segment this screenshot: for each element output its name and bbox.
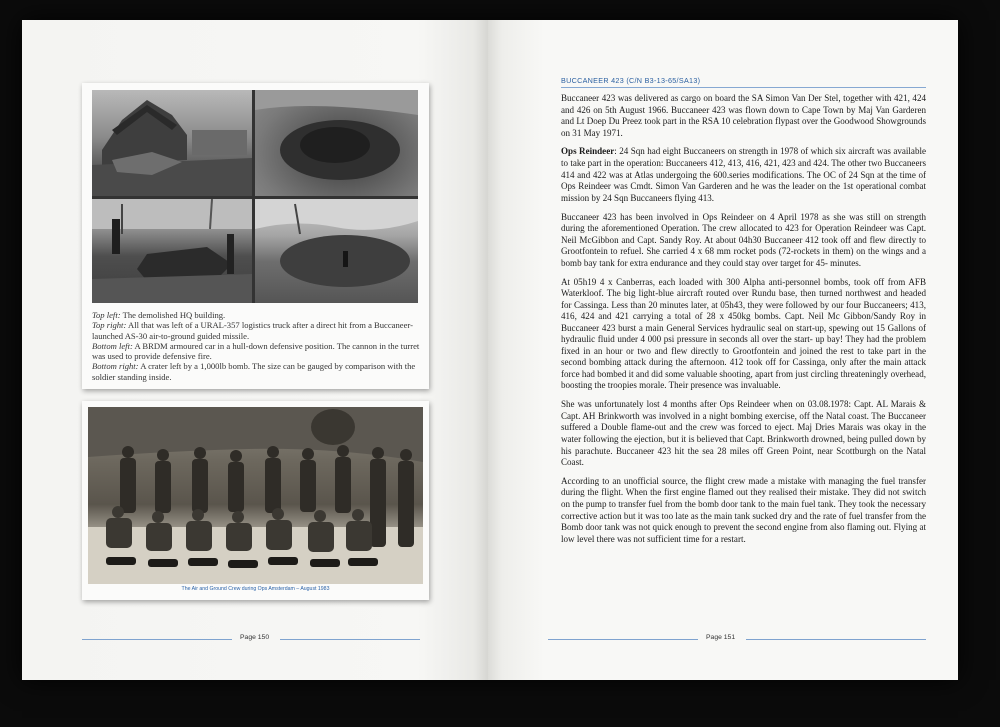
paragraph-text: : 24 Sqn had eight Buccaneers on strength in 1978 of which six aircraft was available to take part in the operation: Buccaneers 412, 413, 416, 421, 423 and 424. The other two Buccaneers 414 and 422 was at Atlas undergoing the 600.series modifications. The OC of 24 Sqn at the time of Ops Reindeer was Cmdt. Simon Van Garderen and he was the leader on the 1st operational combat mission by 24 Sqn Buccaneers flying 413. — [561, 146, 927, 203]
photo-bomb-crater-soldier — [255, 199, 418, 303]
right-page — [488, 20, 958, 680]
caption-text: The demolished HQ building. — [120, 310, 226, 320]
paragraph-text: Buccaneer 423 was delivered as cargo on board the SA Simon Van Der Stel, together with 421, 424 and 426 on 5th August 1966. Buccaneer 423 was flown down to Cape Town by Maj Van Garderen and Lt Doep Du Preez took part in the RSA 10 celebration flypast over the Goodwood Showgrounds on 31 May 1971. — [561, 93, 926, 138]
paragraph-lead: Ops Reindeer — [561, 146, 615, 157]
caption-line — [92, 320, 420, 341]
footer-rule — [548, 639, 698, 640]
photo-panel-battle-damage — [82, 83, 429, 389]
paragraph-text: Buccaneer 423 has been involved in Ops Reindeer on 4 April 1978 as she was still on strength during the aforementioned Operation. The crew allocated to 423 for Operation Reindeer was Capt. Neil McGibbon and Capt. Sandy Roy. At about 04h30 Buccaneer 412 took off and flew directly to Grootfontein to refuel. She carried 4 x 68 mm rocket pods (72-rockets in them) on the wings and a bomb bay tank for extra endurance and they could stay over target for 45- minutes. — [561, 211, 926, 268]
photo-panel-crew — [82, 401, 429, 600]
paragraph — [561, 146, 926, 204]
paragraph-text: She was unfortunately lost 4 months after Ops Reindeer when on 03.08.1978: Capt. AL Marais & Capt. AH Brinkworth was involved in a night bombing exercise, off the Natal coast. The Buccaneer suffered a Double flame-out and the crew was forced to eject. Maj Dries Marais was okay in the water following the ejection, but it is believed that Capt. Brinkworth drowned, being pulled down by his parachute. Buccaneer 423 hit the sea 28 miles off Green Point, near Scottburgh on the Natal Coast. — [561, 399, 926, 468]
photo-caption-crew: The Air and Ground Crew during Ops Amsterdam – August 1983 — [181, 586, 330, 592]
caption-label: Bottom right: — [92, 361, 139, 372]
running-head: BUCCANEER 423 (C/N B3-13-65/SA13) — [561, 76, 926, 88]
photo-demolished-hq — [92, 90, 252, 196]
footer-rule — [82, 639, 232, 640]
caption-label: Bottom left: — [92, 340, 133, 351]
photo-grid — [92, 90, 418, 303]
page-footer-left — [22, 634, 488, 646]
paragraph — [561, 399, 926, 468]
footer-rule — [746, 639, 926, 640]
caption-line — [92, 310, 420, 320]
paragraph-text: According to an unofficial source, the flight crew made a mistake with managing the fuel transfer during the flight. When the first engine flamed out they realised their mistake. They did not switch on the pump to transfer fuel from the bomb door tank to the main fuel tank. They took the necessary corrective action but it was too late as the main tank sucked dry and the rate of fuel transfer from the Bomb door tank was not quick enough to prevent the second engine from also flaming out. Flying at low level there was not sufficient time for a restart. — [561, 475, 926, 544]
page-number: Page 151 — [706, 634, 736, 641]
footer-rule — [280, 639, 420, 640]
caption-label: Top left: — [92, 310, 121, 320]
left-page — [22, 20, 488, 680]
paragraph — [561, 277, 926, 392]
caption-label: Top right: — [92, 320, 127, 331]
body-text — [561, 93, 926, 552]
caption-text: A crater left by a 1,000lb bomb. The size can be gauged by comparison with the soldier standing inside. — [92, 361, 416, 382]
paragraph — [561, 476, 926, 545]
page-number: Page 150 — [240, 634, 270, 641]
photo-brdm-armoured-car — [92, 199, 252, 303]
paragraph — [561, 93, 926, 139]
caption-text: A BRDM armoured car in a hull-down defensive position. The cannon in the turret was used to provide defensive fire. — [92, 340, 420, 362]
paragraph — [561, 212, 926, 270]
paragraph-text: At 05h19 4 x Canberras, each loaded with 300 Alpha anti-personnel bombs, took off from AFB Waterkloof. The big light-blue aircraft routed over Rundu base, then turned northwest and headed for Cassinga. Less than 20 minutes later, at 05h43, they were followed by our four Buccaneers; 413, 416, 424 and 421 carrying a total of 28 x 450kg bombs. Capt. Neil Mc Gibbon/Sandy Roy in Buccaneer 423 burst a main General Services hydraulic seal on start-up, spewing out 15 Gallons of hydraulic fluid under 4 000 psi pressure in seconds all over the start- up bay! They had the problem fixed in an hour or two and flew directly to Grootfontein and joined the rest to take part in the second bombing attack during the afternoon. 412 took off for Cassinga, only after the main attack force had bombed it and did some valuable shooting, apart from just circling threateningly overhead, boosting the troopies morale. Their presence was invaluable. — [561, 276, 926, 391]
book-spread — [22, 20, 958, 680]
photo-caption-battle-damage — [92, 310, 420, 382]
photo-air-and-ground-crew — [88, 407, 423, 584]
page-footer-right — [488, 634, 958, 646]
photo-destroyed-truck-crater — [255, 90, 418, 196]
caption-line — [92, 361, 420, 382]
caption-text: All that was left of a URAL-357 logistics truck after a direct hit from a Buccaneer-launched AS-30 air-to-ground guided missile. — [92, 320, 413, 341]
caption-line — [92, 341, 420, 362]
